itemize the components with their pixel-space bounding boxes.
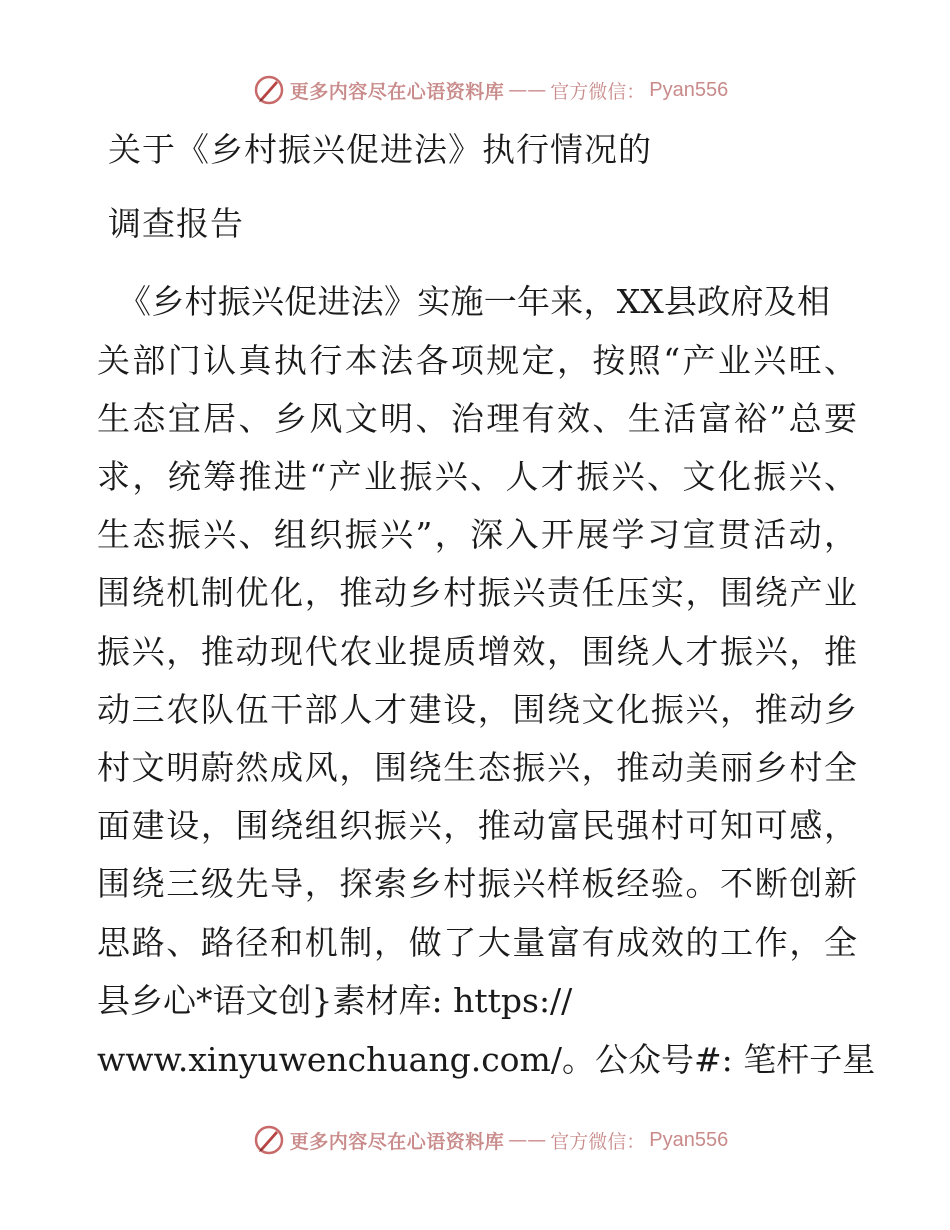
body-line-7: 振兴，推动现代农业提质增效，围绕人才振兴，推 (97, 632, 857, 671)
watermark-wechat-label: 官方微信： (550, 1130, 646, 1153)
watermark-separator: —— (508, 1129, 547, 1151)
quill-pen-logo-icon (252, 73, 286, 107)
watermark-separator: —— (508, 79, 547, 101)
watermark-text: 更多内容尽在心语资料库 (289, 1130, 505, 1153)
footer-watermark-content (252, 1123, 729, 1157)
body-line-2: 关部门认真执行本法各项规定，按照“产业兴旺、 (97, 341, 857, 380)
body-line-6: 围绕机制优化，推动乡村振兴责任压实，围绕产业 (97, 573, 857, 612)
body-line-3: 生态宜居、乡风文明、治理有效、生活富裕”总要 (97, 399, 857, 438)
body-line-4: 求，统筹推进“产业振兴、人才振兴、文化振兴、 (97, 457, 857, 496)
header-watermark-content (252, 73, 729, 107)
document-title-line-2: 调查报告 (108, 204, 244, 243)
watermark-wechat-label: 官方微信： (550, 80, 646, 103)
header-watermark-banner (0, 70, 950, 110)
body-line-9: 村文明蔚然成风，围绕生态振兴，推动美丽乡村全 (97, 748, 857, 787)
document-title-line-1: 关于《乡村振兴促进法》执行情况的 (108, 130, 652, 169)
body-line-12: 思路、路径和机制，做了大量富有成效的工作，全 (97, 923, 857, 962)
body-line-8: 动三农队伍干部人才建设，围绕文化振兴，推动乡 (97, 690, 857, 729)
body-line-1: 《乡村振兴促进法》实施一年来，XX县政府及相 (118, 282, 830, 321)
body-line-13: 县乡心*语文创}素材库: https:// (97, 981, 573, 1020)
watermark-wechat-id: Pyan556 (649, 78, 729, 101)
body-line-5: 生态振兴、组织振兴”，深入开展学习宣贯活动， (97, 515, 857, 554)
footer-watermark-banner (0, 1120, 950, 1160)
watermark-wechat-id: Pyan556 (649, 1128, 729, 1151)
quill-pen-logo-icon (252, 1123, 286, 1157)
body-line-10: 面建设，围绕组织振兴，推动富民强村可知可感， (97, 806, 857, 845)
watermark-text: 更多内容尽在心语资料库 (289, 80, 505, 103)
body-line-14: www.xinyuwenchuang.com/。公众号#: 笔杆子星 (97, 1040, 876, 1079)
body-line-11: 围绕三级先导，探索乡村振兴样板经验。不断创新 (97, 864, 857, 903)
